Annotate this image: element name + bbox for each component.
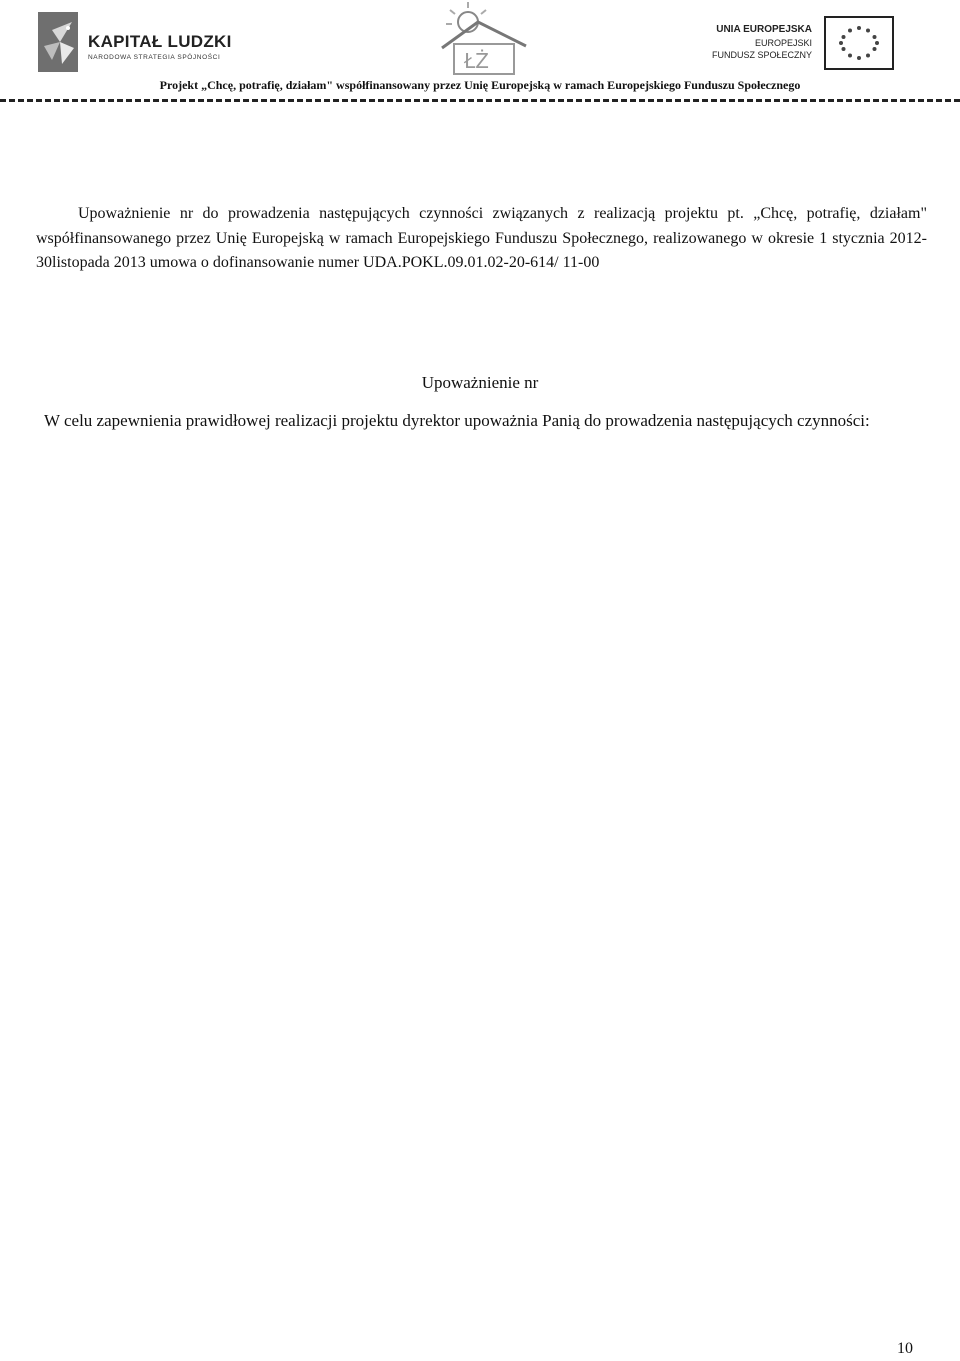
kapital-ludzki-logo bbox=[38, 12, 238, 72]
kapital-ludzki-title: KAPITAŁ LUDZKI bbox=[88, 32, 232, 51]
intro-text: Upoważnienie nr do prowadzenia następujących czynności związanych z realizacją projektu pt. „Chcę, potrafię, działam" współfinansowanego przez Unię Europejską w ramach Europejskiego Funduszu Społecznego, realizowanego w okresie 1 stycznia 2012-30listopada 2013 umowa o dofinansowanie numer UDA.POKL.09.01.02-20-614/ 11-00 bbox=[36, 205, 927, 271]
project-caption: Projekt „Chcę, potrafię, działam" współfinansowany przez Unię Europejską w ramach Europejskiego Funduszu Społecznego bbox=[159, 78, 801, 92]
house-sun-logo-icon bbox=[428, 0, 538, 78]
authorization-title: Upoważnienie nr bbox=[421, 373, 539, 392]
eu-logo-line2: EUROPEJSKI bbox=[754, 38, 812, 48]
eu-logo-line1: UNIA EUROPEJSKA bbox=[716, 24, 812, 35]
eu-logo bbox=[712, 16, 902, 72]
kapital-ludzki-logo-icon bbox=[38, 12, 78, 72]
intro-paragraph bbox=[36, 202, 927, 276]
page-number: 10 bbox=[897, 1340, 913, 1357]
header-divider bbox=[0, 99, 960, 102]
body-text: W celu zapewnienia prawidłowej realizacji projektu dyrektor upoważnia Panią do prowadzenia następujących czynności: bbox=[44, 411, 870, 430]
kapital-ludzki-subtitle: NARODOWA STRATEGIA SPÓJNOŚCI bbox=[88, 54, 221, 61]
eu-flag-icon bbox=[824, 16, 894, 70]
body-paragraph bbox=[36, 405, 927, 436]
eu-logo-line3: FUNDUSZ SPOŁECZNY bbox=[712, 50, 813, 60]
page-header bbox=[0, 0, 960, 106]
svg-text:ŁŻ: ŁŻ bbox=[464, 49, 489, 73]
